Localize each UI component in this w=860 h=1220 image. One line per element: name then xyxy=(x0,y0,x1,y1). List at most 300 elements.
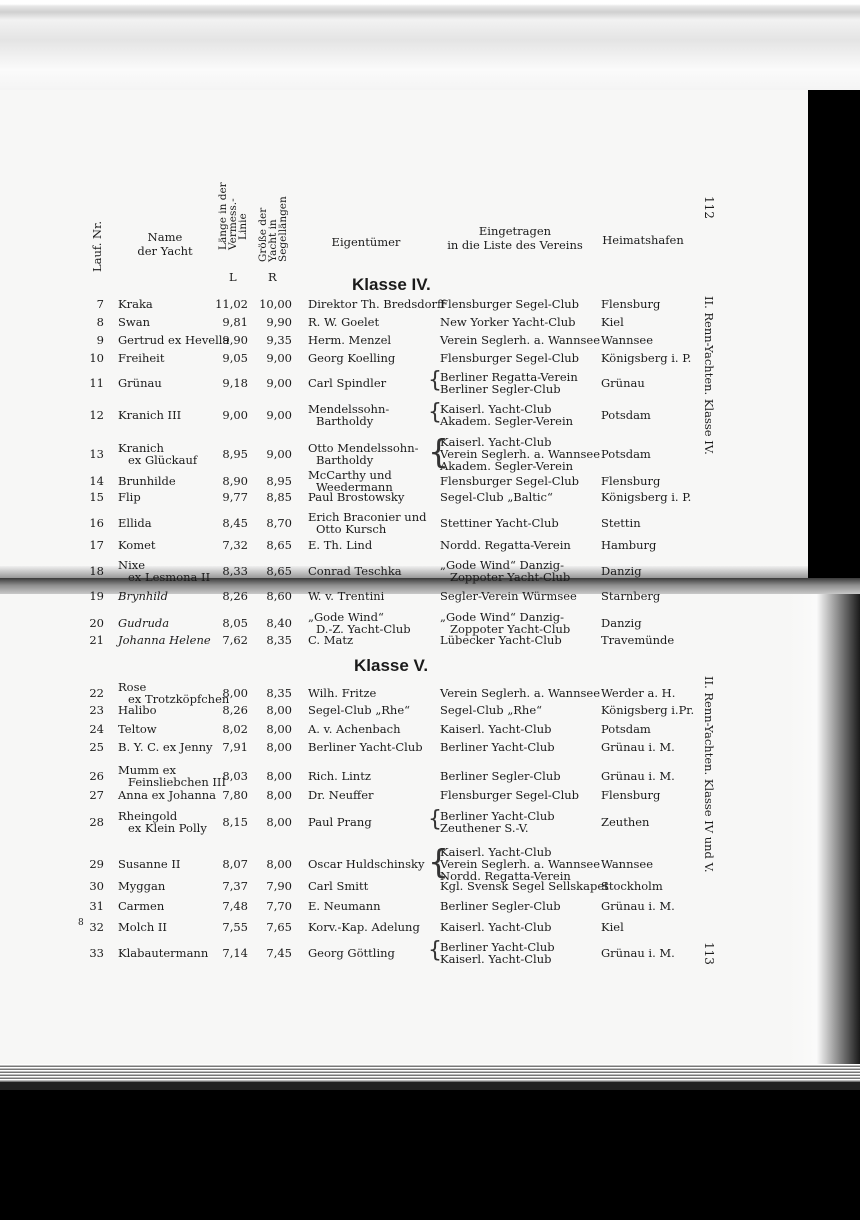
row-number: 23 xyxy=(89,703,104,717)
yacht-name-line1: Brunhilde xyxy=(118,474,176,488)
size-value: 8,00 xyxy=(266,769,292,783)
yacht-name-line1: Klabautermann xyxy=(118,946,209,960)
home-port: Grünau i. M. xyxy=(601,740,675,754)
club xyxy=(440,491,553,503)
row-number: 33 xyxy=(89,946,104,960)
yacht-name xyxy=(118,704,157,716)
size-value: 9,00 xyxy=(266,376,292,390)
row-number: 14 xyxy=(89,474,104,488)
owner-line1: Wilh. Fritze xyxy=(308,686,377,700)
club-line: Berliner Regatta-Verein xyxy=(440,370,578,384)
yacht-name xyxy=(118,880,165,892)
length-value: 8,33 xyxy=(222,564,248,578)
owner xyxy=(308,298,445,310)
home-port: Potsdam xyxy=(601,447,651,461)
table-row xyxy=(0,634,700,646)
home-port: Starnberg xyxy=(601,589,661,603)
length-value: 9,00 xyxy=(222,408,248,422)
home-port: Grünau i. M. xyxy=(601,769,675,783)
header-name xyxy=(130,230,200,258)
yacht-name-line1: Kranich III xyxy=(118,408,182,422)
owner xyxy=(308,687,376,699)
club-line: Flensburger Segel-Club xyxy=(440,788,580,802)
size-value: 8,00 xyxy=(266,857,292,871)
length-value: 7,32 xyxy=(222,538,248,552)
yacht-name xyxy=(118,789,216,801)
owner-line1: Carl Smitt xyxy=(308,879,369,893)
home-port: Kiel xyxy=(601,920,624,934)
row-number: 24 xyxy=(89,722,104,736)
owner-line1: „Gode Wind“ xyxy=(308,610,384,624)
owner-line1: E. Neumann xyxy=(308,899,381,913)
owner xyxy=(308,921,420,933)
club xyxy=(440,900,561,912)
header-groesse-1: Größe der xyxy=(257,207,269,262)
page-edge-dark xyxy=(788,594,860,1090)
club-line: Kgl. Svensk Segel Sellskapet xyxy=(440,879,609,893)
yacht-name-line2: ex Trotzköpfchen xyxy=(128,692,230,706)
club-line: Zoppoter Yacht-Club xyxy=(450,570,571,584)
size-value: 8,95 xyxy=(266,474,292,488)
length-value: 9,18 xyxy=(222,376,248,390)
row-number: 10 xyxy=(89,351,104,365)
yacht-name xyxy=(118,491,141,503)
row-number: 20 xyxy=(89,616,104,630)
row-number: 17 xyxy=(89,538,104,552)
yacht-name xyxy=(118,617,169,629)
yacht-name-line1: Gertrud ex Hevella xyxy=(118,333,230,347)
row-number: 8 xyxy=(96,315,104,329)
yacht-name xyxy=(118,298,153,310)
yacht-name-line1: Komet xyxy=(118,538,156,552)
size-value: 9,35 xyxy=(266,333,292,347)
size-value: 10,00 xyxy=(259,297,292,311)
club-line: Segel-Club „Rhe“ xyxy=(440,703,543,717)
home-port: Königsberg i.Pr. xyxy=(601,703,695,717)
club xyxy=(440,334,600,346)
brace-icon: { xyxy=(428,842,449,881)
club xyxy=(440,559,570,583)
header-groesse-symbol: R xyxy=(268,270,277,284)
row-number: 26 xyxy=(89,769,104,783)
length-value: 8,07 xyxy=(222,857,248,871)
yacht-name xyxy=(118,517,152,529)
length-value: 7,48 xyxy=(222,899,248,913)
club xyxy=(440,687,600,699)
club xyxy=(440,846,600,882)
owner xyxy=(308,723,401,735)
club xyxy=(440,436,600,472)
club-line: Verein Seglerh. a. Wannsee xyxy=(440,686,601,700)
owner-line1: Korv.-Kap. Adelung xyxy=(308,920,420,934)
home-port: Grünau xyxy=(601,376,645,390)
length-value: 8,02 xyxy=(222,722,248,736)
table-row xyxy=(0,741,700,753)
club-line: „Gode Wind“ Danzig- xyxy=(440,558,564,572)
club-line: Kaiserl. Yacht-Club xyxy=(440,845,552,859)
class-heading-v: Klasse V. xyxy=(354,656,429,675)
owner xyxy=(308,565,402,577)
row-number: 31 xyxy=(89,899,104,913)
club-line: Verein Seglerh. a. Wannsee xyxy=(440,447,601,461)
club-line: Kaiserl. Yacht-Club xyxy=(440,920,552,934)
length-value: 7,14 xyxy=(222,946,248,960)
home-port: Flensburg xyxy=(601,474,661,488)
owner xyxy=(308,334,391,346)
club-line: Kaiserl. Yacht-Club xyxy=(440,952,552,966)
owner-line1: Georg Koelling xyxy=(308,351,396,365)
home-port: Grünau i. M. xyxy=(601,899,675,913)
club xyxy=(440,810,555,834)
owner xyxy=(308,741,423,753)
owner-line1: Oscar Huldschinsky xyxy=(308,857,425,871)
home-port: Flensburg xyxy=(601,297,661,311)
table-row xyxy=(0,298,700,310)
club-line: Zoppoter Yacht-Club xyxy=(450,622,571,636)
row-number: 13 xyxy=(89,447,104,461)
brace-icon: { xyxy=(428,400,442,425)
length-value: 8,00 xyxy=(222,686,248,700)
yacht-name xyxy=(118,741,213,753)
yacht-name xyxy=(118,442,197,466)
table-row xyxy=(0,807,700,835)
owner-line1: E. Th. Lind xyxy=(308,538,373,552)
club xyxy=(440,371,578,395)
owner-line1: Conrad Teschka xyxy=(308,564,402,578)
length-value: 11,02 xyxy=(215,297,248,311)
club xyxy=(440,921,551,933)
row-number: 16 xyxy=(89,516,104,530)
yacht-name xyxy=(118,352,164,364)
owner xyxy=(308,704,410,716)
row-number: 27 xyxy=(89,788,104,802)
brace-icon: { xyxy=(428,938,442,963)
club-line: Kaiserl. Yacht-Club xyxy=(440,435,552,449)
length-value: 8,90 xyxy=(222,474,248,488)
home-port: Königsberg i. P. xyxy=(601,490,692,504)
owner xyxy=(308,377,386,389)
club xyxy=(440,611,570,635)
yacht-name-line2: ex Glückauf xyxy=(128,453,198,467)
size-value: 8,35 xyxy=(266,686,292,700)
owner-line2: Weedermann xyxy=(316,480,393,494)
margin-mark: 8 xyxy=(78,918,84,928)
length-value: 9,90 xyxy=(222,333,248,347)
table-row xyxy=(0,611,700,635)
row-number: 18 xyxy=(89,564,104,578)
club-line: Nordd. Regatta-Verein xyxy=(440,869,571,883)
header-laenge-1: Länge in der xyxy=(217,182,229,250)
yacht-name-line1: Teltow xyxy=(118,722,157,736)
length-value: 7,62 xyxy=(222,633,248,647)
club xyxy=(440,941,555,965)
club-line: Lübecker Yacht-Club xyxy=(440,633,562,647)
owner-line1: Herm. Menzel xyxy=(308,333,392,347)
size-value: 8,85 xyxy=(266,490,292,504)
home-port: Grünau i. M. xyxy=(601,946,675,960)
size-value: 8,00 xyxy=(266,815,292,829)
size-value: 9,00 xyxy=(266,351,292,365)
row-number: 19 xyxy=(89,589,104,603)
club-line: Berliner Yacht-Club xyxy=(440,809,555,823)
club xyxy=(440,789,579,801)
length-value: 9,77 xyxy=(222,490,248,504)
size-value: 7,70 xyxy=(266,899,292,913)
owner xyxy=(308,316,379,328)
yacht-name-line1: Flip xyxy=(118,490,141,504)
row-number: 9 xyxy=(96,333,104,347)
length-value: 7,37 xyxy=(222,879,248,893)
home-port: Hamburg xyxy=(601,538,657,552)
owner xyxy=(308,816,372,828)
page-stack-shadow xyxy=(0,1082,860,1090)
home-port: Königsberg i. P. xyxy=(601,351,692,365)
yacht-name-line1: Rheingold xyxy=(118,809,178,823)
size-value: 9,00 xyxy=(266,447,292,461)
club-line: Flensburger Segel-Club xyxy=(440,297,580,311)
length-value: 9,81 xyxy=(222,315,248,329)
table-row xyxy=(0,559,700,583)
club-line: Berliner Yacht-Club xyxy=(440,940,555,954)
owner-line1: McCarthy und xyxy=(308,468,392,482)
table-row xyxy=(0,316,700,328)
owner-line2: Bartholdy xyxy=(316,453,374,467)
yacht-name-line1: Myggan xyxy=(118,879,166,893)
size-value: 8,70 xyxy=(266,516,292,530)
club xyxy=(440,517,559,529)
owner-line1: C. Matz xyxy=(308,633,354,647)
home-port: Potsdam xyxy=(601,408,651,422)
yacht-name-line1: Johanna Helene xyxy=(118,633,211,647)
length-value: 8,95 xyxy=(222,447,248,461)
owner-line1: Georg Göttling xyxy=(308,946,395,960)
size-value: 8,00 xyxy=(266,703,292,717)
table-row xyxy=(0,432,700,473)
club xyxy=(440,539,571,551)
owner-line1: A. v. Achenbach xyxy=(308,722,401,736)
row-number: 12 xyxy=(89,408,104,422)
yacht-name-line1: Carmen xyxy=(118,899,165,913)
owner-line1: R. W. Goelet xyxy=(308,315,380,329)
header-lauf-nr: Lauf. Nr. xyxy=(90,220,104,272)
club-line: Berliner Yacht-Club xyxy=(440,740,555,754)
owner-line2: Bartholdy xyxy=(316,414,374,428)
owner-line1: Erich Braconier und xyxy=(308,510,427,524)
length-value: 8,05 xyxy=(222,616,248,630)
yacht-name xyxy=(118,475,176,487)
table-row xyxy=(0,681,700,705)
yacht-name-line2: Feinsliebchen III xyxy=(128,775,227,789)
row-number: 30 xyxy=(89,879,104,893)
owner-line1: Segel-Club „Rhe“ xyxy=(308,703,411,717)
size-value: 8,40 xyxy=(266,616,292,630)
length-value: 8,26 xyxy=(222,589,248,603)
yacht-name xyxy=(118,858,180,870)
yacht-name-line1: Susanne II xyxy=(118,857,181,871)
owner xyxy=(308,403,389,427)
club-line: Akadem. Segler-Verein xyxy=(440,414,574,428)
scan-background-top xyxy=(0,0,860,90)
length-value: 9,05 xyxy=(222,351,248,365)
length-value: 8,45 xyxy=(222,516,248,530)
club-line: Flensburger Segel-Club xyxy=(440,351,580,365)
size-value: 8,65 xyxy=(266,564,292,578)
owner xyxy=(308,947,395,959)
length-value: 8,26 xyxy=(222,703,248,717)
home-port: Werder a. H. xyxy=(601,686,676,700)
page-edge-dark xyxy=(808,90,860,580)
class-heading-iv: Klasse IV. xyxy=(352,275,431,294)
table-row xyxy=(0,400,700,428)
table-row xyxy=(0,900,700,912)
yacht-name xyxy=(118,634,211,646)
row-number: 21 xyxy=(89,633,104,647)
owner-line2: Otto Kursch xyxy=(316,522,387,536)
club-line: Kaiserl. Yacht-Club xyxy=(440,722,552,736)
table-row xyxy=(0,368,700,396)
length-value: 8,15 xyxy=(222,815,248,829)
running-head-bottom: II. Renn-Yachten. Klasse IV und V. xyxy=(702,676,716,873)
yacht-name-line1: Kranich xyxy=(118,441,164,455)
owner xyxy=(308,611,411,635)
club xyxy=(440,475,579,487)
club-line: Zeuthener S.-V. xyxy=(440,821,529,835)
table-row xyxy=(0,789,700,801)
brace-icon: { xyxy=(428,807,442,832)
page-number-top: 112 xyxy=(702,196,716,219)
yacht-name-line1: Kraka xyxy=(118,297,153,311)
yacht-name-line1: Brynhild xyxy=(118,589,168,603)
size-value: 8,65 xyxy=(266,538,292,552)
owner-line1: Paul Prang xyxy=(308,815,372,829)
row-number: 11 xyxy=(89,376,104,390)
size-value: 9,90 xyxy=(266,315,292,329)
club-line: Berliner Segler-Club xyxy=(440,382,561,396)
header-name-line2: der Yacht xyxy=(137,244,193,258)
club xyxy=(440,634,562,646)
home-port: Flensburg xyxy=(601,788,661,802)
owner-line1: Rich. Lintz xyxy=(308,769,371,783)
owner xyxy=(308,442,419,466)
table-row xyxy=(0,491,700,503)
yacht-name-line1: Gudruda xyxy=(118,616,170,630)
table-row xyxy=(0,764,700,788)
owner xyxy=(308,880,368,892)
table-row xyxy=(0,539,700,551)
size-value: 7,90 xyxy=(266,879,292,893)
owner-line1: Otto Mendelssohn- xyxy=(308,441,419,455)
header-name-line1: Name xyxy=(147,230,183,244)
club xyxy=(440,723,551,735)
yacht-name-line1: Rose xyxy=(118,680,147,694)
owner-line1: Mendelssohn- xyxy=(308,402,390,416)
club-line: „Gode Wind“ Danzig- xyxy=(440,610,564,624)
club-line: Nordd. Regatta-Verein xyxy=(440,538,571,552)
header-heimatshafen: Heimatshafen xyxy=(602,233,684,247)
yacht-name xyxy=(118,409,181,421)
owner-line2: D.-Z. Yacht-Club xyxy=(316,622,411,636)
yacht-name-line1: B. Y. C. ex Jenny xyxy=(118,740,213,754)
home-port: Stettin xyxy=(601,516,641,530)
length-value: 7,55 xyxy=(222,920,248,934)
club-line: Segler-Verein Würmsee xyxy=(440,589,577,603)
yacht-name xyxy=(118,559,210,583)
size-value: 7,45 xyxy=(266,946,292,960)
owner xyxy=(308,352,395,364)
yacht-name-line1: Anna ex Johanna xyxy=(118,788,217,802)
header-eingetragen-line2: in die Liste des Vereins xyxy=(447,238,583,252)
size-value: 8,00 xyxy=(266,740,292,754)
club-line: Segel-Club „Baltic“ xyxy=(440,490,553,504)
owner-line1: Dr. Neuffer xyxy=(308,788,374,802)
club-line: Flensburger Segel-Club xyxy=(440,474,580,488)
yacht-name xyxy=(118,723,157,735)
owner xyxy=(308,511,426,535)
table-row xyxy=(0,334,700,346)
owner-line1: Paul Brostowsky xyxy=(308,490,405,504)
club-line: Akadem. Segler-Verein xyxy=(440,459,574,473)
owner-line1: Berliner Yacht-Club xyxy=(308,740,423,754)
owner-line1: W. v. Trentini xyxy=(308,589,385,603)
owner xyxy=(308,770,371,782)
club-line: Verein Seglerh. a. Wannsee xyxy=(440,857,601,871)
size-value: 9,00 xyxy=(266,408,292,422)
yacht-name-line1: Nixe xyxy=(118,558,146,572)
header-eingetragen-line1: Eingetragen xyxy=(478,224,552,238)
yacht-name-line1: Mumm ex xyxy=(118,763,176,777)
header-eigentuemer: Eigentümer xyxy=(331,235,401,249)
owner xyxy=(308,900,381,912)
table-row xyxy=(0,921,700,933)
yacht-name-line2: ex Lesmona II xyxy=(128,570,211,584)
table-row xyxy=(0,590,700,602)
row-number: 25 xyxy=(89,740,104,754)
owner xyxy=(308,789,374,801)
club xyxy=(440,741,555,753)
size-value: 8,00 xyxy=(266,788,292,802)
yacht-name xyxy=(118,810,207,834)
length-value: 7,80 xyxy=(222,788,248,802)
club xyxy=(440,352,579,364)
brace-icon: { xyxy=(428,368,442,393)
running-head-top: II. Renn-Yachten. Klasse IV. xyxy=(702,296,716,455)
owner xyxy=(308,491,404,503)
header-laenge-symbol: L xyxy=(229,270,237,284)
size-value: 7,65 xyxy=(266,920,292,934)
home-port: Potsdam xyxy=(601,722,651,736)
row-number: 32 xyxy=(89,920,104,934)
yacht-name xyxy=(118,947,208,959)
club-line: New Yorker Yacht-Club xyxy=(440,315,576,329)
table-row xyxy=(0,511,700,535)
home-port: Stockholm xyxy=(601,879,663,893)
club-line: Berliner Segler-Club xyxy=(440,769,561,783)
home-port: Kiel xyxy=(601,315,624,329)
owner xyxy=(308,858,424,870)
club xyxy=(440,880,609,892)
home-port: Wannsee xyxy=(601,333,654,347)
yacht-name-line1: Grünau xyxy=(118,376,162,390)
row-number: 29 xyxy=(89,857,104,871)
yacht-name xyxy=(118,377,162,389)
club xyxy=(440,298,579,310)
yacht-name-line1: Swan xyxy=(118,315,150,329)
club-line: Stettiner Yacht-Club xyxy=(440,516,559,530)
home-port: Wannsee xyxy=(601,857,654,871)
home-port: Travemünde xyxy=(601,633,675,647)
owner-line1: Carl Spindler xyxy=(308,376,387,390)
table-row xyxy=(0,880,700,892)
